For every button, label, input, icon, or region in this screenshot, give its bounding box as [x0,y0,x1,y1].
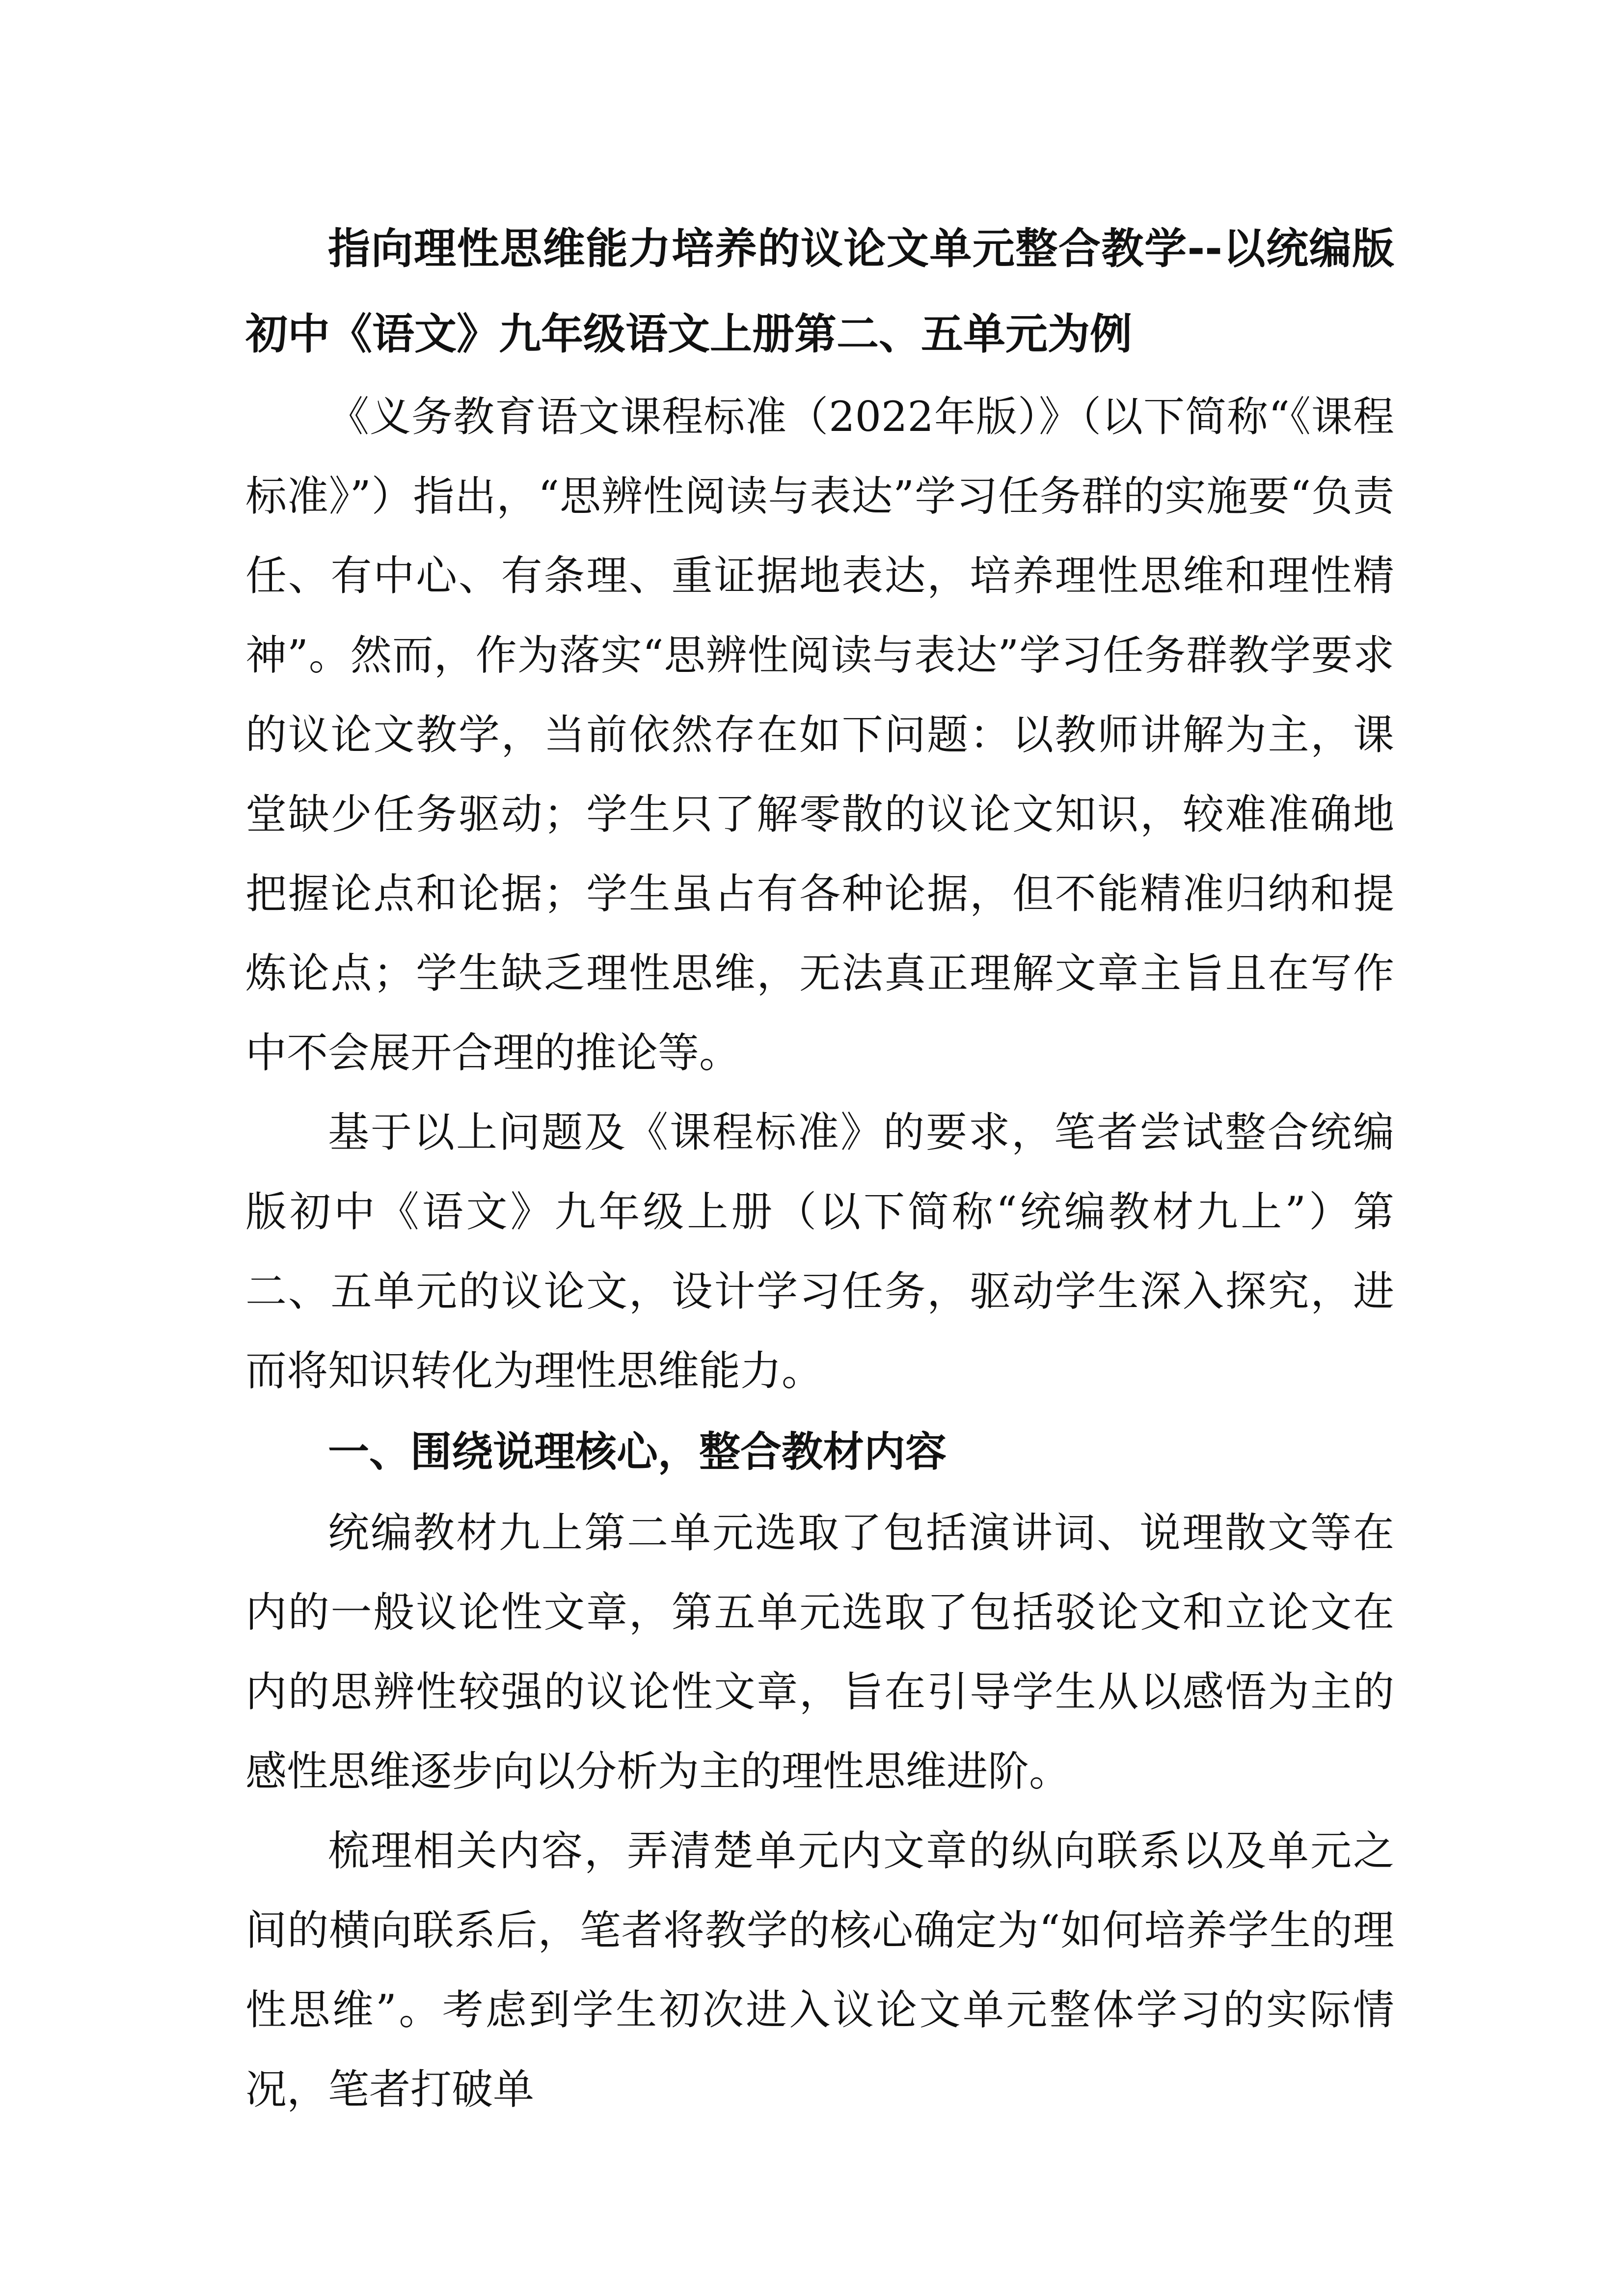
document-title: 指向理性思维能力培养的议论文单元整合教学--以统编版初中《语文》九年级语文上册第二、五单元为例 [245,224,1394,359]
document-body [245,206,1394,2129]
section-heading-1: 一、围绕说理核心，整合教材内容 [328,1428,947,1476]
section-1-paragraph-2: 梳理相关内容，弄清楚单元内文章的纵向联系以及单元之间的横向联系后，笔者将教学的核心确定为“如何培养学生的理性思维”。考虑到学生初次进入议论文单元整体学习的实际情况，笔者打破单 [245,1827,1394,2113]
intro-paragraph-1: 《义务教育语文课程标准（2022年版）》（以下简称“《课程标准》”）指出，“思辨性阅读与表达”学习任务群的实施要“负责任、有中心、有条理、重证据地表达，培养理性思维和理性精神”。然而，作为落实“思辨性阅读与表达”学习任务群教学要求的议论文教学，当前依然存在如下问题：以教师讲解为主，课堂缺少任务驱动；学生只了解零散的议论文知识，较难准确地把握论点和论据；学生虽占有各种论据，但不能精准归纳和提炼论点；学生缺乏理性思维，无法真正理解文章主旨且在写作中不会展开合理的推论等。 [245,393,1394,1077]
section-1-paragraph-1: 统编教材九上第二单元选取了包括演讲词、说理散文等在内的一般议论性文章，第五单元选取了包括驳论文和立论文在内的思辨性较强的议论性文章，旨在引导学生从以感悟为主的感性思维逐步向以分析为主的理性思维进阶。 [245,1509,1394,1795]
intro-paragraph-2: 基于以上问题及《课程标准》的要求，笔者尝试整合统编版初中《语文》九年级上册（以下简称“统编教材九上”）第二、五单元的议论文，设计学习任务，驱动学生深入探究，进而将知识转化为理性思维能力。 [245,1108,1394,1395]
